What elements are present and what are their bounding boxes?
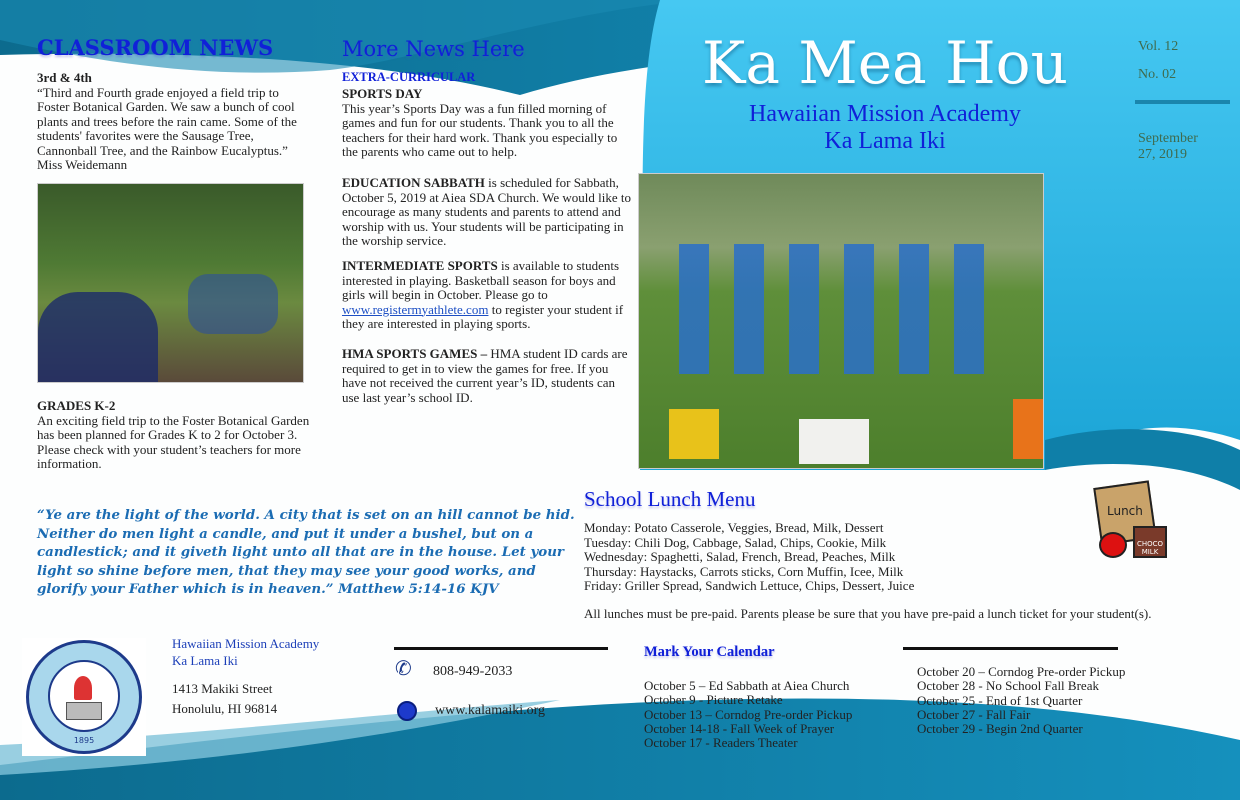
hma-sports-games-article (342, 347, 634, 405)
school-subtitle: Ka Lama Iki (172, 653, 238, 668)
calendar-item: October 28 - No School Fall Break (917, 678, 1099, 694)
intermediate-sports-article (342, 259, 634, 332)
calendar-item: October 5 – Ed Sabbath at Aiea Church (644, 678, 850, 693)
article-body: This year’s Sports Day was a fun filled morning of games and fun for our students. Thank you to all the teachers for their hard work. Thank you especially to the parents who came out to help. (342, 100, 618, 159)
masthead-divider (1135, 100, 1230, 104)
lunch-day-thursday: Thursday: Haystacks, Carrots sticks, Corn Muffin, Icee, Milk (584, 563, 904, 579)
address-city: Honolulu, HI 96814 (172, 701, 278, 716)
article-title: GRADES K-2 (37, 398, 116, 413)
calendar-item: October 20 – Corndog Pre-order Pickup (917, 664, 1126, 679)
calendar-heading: Mark Your Calendar (644, 644, 775, 660)
website-link[interactable]: www.kalamaiki.org (435, 703, 546, 718)
issue-date (1138, 131, 1198, 163)
lunch-day-wednesday: Wednesday: Spaghetti, Salad, French, Bread, Peaches, Milk (584, 549, 896, 564)
article-title: INTERMEDIATE SPORTS (342, 258, 498, 273)
calendar-item: October 25 - End of 1st Quarter (917, 692, 1083, 708)
article-body: is available to students interested in playing. Basketball season for boys and girls will begin in October. Please go to (342, 258, 620, 302)
article-body-cont: to register your student if they are interested in playing sports. (342, 301, 624, 331)
school-name: Hawaiian Mission Academy (172, 636, 320, 651)
education-sabbath-article (342, 176, 634, 249)
article-title: 3rd & 4th (37, 70, 92, 85)
lunch-menu-heading: School Lunch Menu (584, 487, 756, 511)
sports-day-photo (638, 173, 1044, 469)
grades-k2-article (37, 399, 322, 472)
masthead-subtitle: Ka Lama Iki (824, 128, 946, 154)
contact-divider (394, 647, 608, 650)
calendar-divider (903, 647, 1118, 650)
school-address (172, 679, 277, 719)
issue-date-month: September (1138, 131, 1198, 146)
sports-day-article (342, 87, 634, 160)
calendar-item: October 29 - Begin 2nd Quarter (917, 721, 1083, 737)
bible-verse: “Ye are the light of the world. A city that is set on an hill cannot be hid. Neither do men light a candle, and put it under a bushel, but on a candlestick; and it giveth light unto all that are in the house. Let your light so shine before men, that they may see your good works, and glorify your Father which is in heaven.” Matthew 5:14-16 KJV (37, 507, 575, 597)
milk-carton-label: CHOCO MILK (1133, 526, 1167, 558)
classroom-news-heading: CLASSROOM NEWS (37, 35, 274, 60)
globe-icon (397, 701, 417, 721)
contact-school-name (172, 635, 319, 669)
calendar-list-left (644, 679, 852, 750)
lunch-menu-list (584, 521, 1004, 594)
article-body: is scheduled for Sabbath, October 5, 2019 at Aiea SDA Church. We would like to encourage as many students and parents to attend and worship with us. Your students will be participating in the worship service. (342, 175, 632, 248)
calendar-item: October 9 - Picture Retake (644, 692, 783, 708)
more-news-heading: More News Here (342, 37, 525, 61)
issue-number: No. 02 (1138, 67, 1177, 82)
lunch-bag-icon (1093, 482, 1173, 562)
lunch-day-tuesday: Tuesday: Chili Dog, Cabbage, Salad, Chips, Cookie, Milk (584, 534, 887, 550)
lunch-day-monday: Monday: Potato Casserole, Veggies, Bread, Milk, Dessert (584, 520, 884, 535)
field-trip-photo (37, 183, 304, 383)
article-body: “Third and Fourth grade enjoyed a field trip to Foster Botanical Garden. We saw a bunch of cool plants and trees before the rain came. Some of the students' favorites were the Sausage Tree, Cannonball Tree, and the Rainbow Eucalyptus.” (37, 84, 297, 158)
calendar-item: October 27 - Fall Fair (917, 706, 1031, 722)
address-street: 1413 Makiki Street (172, 681, 273, 696)
article-title: EDUCATION SABBATH (342, 175, 485, 190)
seal-year: 1895 (73, 736, 95, 745)
phone-icon: ✆ (395, 658, 412, 680)
calendar-item: October 14-18 - Fall Week of Prayer (644, 720, 835, 736)
article-title: HMA SPORTS GAMES – (342, 346, 488, 361)
calendar-item: October 17 - Readers Theater (644, 735, 798, 751)
issue-date-day-year: 27, 2019 (1138, 147, 1187, 162)
register-athlete-link[interactable]: www.registermyathlete.com (342, 301, 489, 317)
masthead-school-name: Hawaiian Mission Academy (749, 101, 1021, 127)
grades-3-4-article (37, 71, 307, 173)
lunch-day-friday: Friday: Griller Spread, Sandwich Lettuce, Chips, Dessert, Juice (584, 578, 915, 593)
extra-curricular-label: EXTRA-CURRICULAR (342, 70, 476, 84)
calendar-item: October 13 – Corndog Pre-order Pickup (644, 706, 853, 722)
article-body: An exciting field trip to the Foster Botanical Garden has been planned for Grades K to 2 for October 3. Please check with your student’s teachers for more information. (37, 412, 310, 471)
newsletter-title: Ka Mea Hou (702, 29, 1068, 97)
article-body: HMA student ID cards are required to get in to view the games for free. If you have not received the current year’s ID, students can use last year’s school ID. (342, 346, 628, 405)
school-seal-logo (22, 638, 146, 756)
phone-number[interactable]: 808-949-2033 (433, 664, 513, 679)
article-author: Miss Weidemann (37, 157, 128, 172)
calendar-list-right (917, 665, 1125, 736)
lunch-bag-label: Lunch (1107, 504, 1143, 518)
article-title: SPORTS DAY (342, 86, 423, 101)
lunch-prepaid-note: All lunches must be pre-paid. Parents please be sure that you have pre-paid a lunch ticket for your student(s). (584, 606, 1152, 621)
volume-number: Vol. 12 (1138, 39, 1179, 54)
